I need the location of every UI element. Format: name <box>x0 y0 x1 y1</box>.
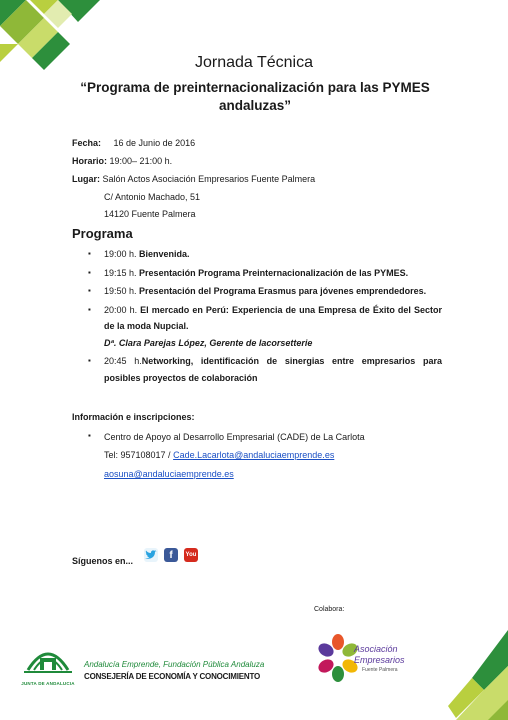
horario-label: Horario: <box>72 156 108 166</box>
fecha-label: Fecha: <box>72 138 102 148</box>
event-subtitle: “Programa de preinternacionalización para las PYMES andaluzas” <box>80 80 430 113</box>
lugar-label: Lugar: <box>72 174 100 184</box>
email-link-cade[interactable]: Cade.Lacarlota@andaluciaemprende.es <box>173 450 335 460</box>
item-time: 20:00 h. <box>104 304 138 315</box>
horario-value: 19:00– 21:00 h. <box>109 156 173 166</box>
horario-line <box>72 156 172 166</box>
page-title: Jornada Técnica <box>195 54 313 71</box>
item-time: 19:00 h. <box>104 249 137 259</box>
org-line-2: CONSEJERÍA DE ECONOMÍA Y CONOCIMIENTO <box>84 672 261 681</box>
top-left-decoration <box>0 0 110 86</box>
item-time: 19:15 h. <box>104 267 137 278</box>
social-label <box>72 556 133 566</box>
twitter-icon[interactable] <box>144 548 158 562</box>
item-text: Presentación del Programa Erasmus para jóvenes emprendedores. <box>139 286 427 296</box>
youtube-icon[interactable]: You <box>184 548 198 562</box>
programa-item <box>72 246 442 263</box>
programa-item <box>72 265 442 282</box>
programa-list <box>72 246 442 388</box>
fecha-line <box>72 138 195 148</box>
social-label-text: Síguenos en... <box>72 556 134 566</box>
asoc-line-2: Empresarios <box>354 655 405 665</box>
contact-heading <box>72 412 195 422</box>
programa-heading: Programa <box>72 226 133 241</box>
contact-tel: Tel: 957108017 / <box>104 450 171 460</box>
fecha-value: 16 de Junio de 2016 <box>113 138 196 148</box>
lugar-line <box>72 174 315 184</box>
item-text: Presentación Programa Preinternacionalización de las PYMES. <box>139 267 409 278</box>
bottom-right-decoration <box>448 630 508 720</box>
item-text: El mercado en Perú: Experiencia de una Empresa de Éxito del Sector de la moda Nupcial. <box>104 304 442 331</box>
junta-logo <box>20 642 76 684</box>
asoc-line-3: Fuente Palmera <box>362 667 398 673</box>
social-icons <box>144 548 198 562</box>
item-time: 19:50 h. <box>104 286 137 296</box>
programa-item <box>72 283 442 300</box>
asociacion-logo <box>318 630 418 690</box>
contact-tel-line <box>104 450 334 460</box>
contact-heading-text: Información e inscripciones: <box>72 412 195 422</box>
bullet-icon: ▪ <box>88 431 91 440</box>
programa-item <box>72 302 442 352</box>
facebook-icon[interactable]: f <box>164 548 178 562</box>
contact-email2-line <box>104 469 234 479</box>
item-speaker: Dª. Clara Parejas López, Gerente de lacorsetterie <box>104 337 313 348</box>
item-text: Networking, identificación de sinergias entre empresarios para posibles proyectos de colaboración <box>104 356 442 383</box>
contact-centro: Centro de Apoyo al Desarrollo Empresarial (CADE) de La Carlota <box>104 432 365 442</box>
asoc-line-1: Asociación <box>354 644 398 654</box>
item-time: 20:45 h. <box>104 356 142 366</box>
address-line-2: 14120 Fuente Palmera <box>104 209 196 219</box>
junta-logo-text: JUNTA DE ANDALUCIA <box>21 681 75 686</box>
lugar-value: Salón Actos Asociación Empresarios Fuente Palmera <box>102 174 316 184</box>
address-line-1: C/ Antonio Machado, 51 <box>104 192 201 202</box>
programa-item <box>72 353 442 386</box>
email-link-aosuna[interactable]: aosuna@andaluciaemprende.es <box>104 469 234 479</box>
org-line-1: Andalucía Emprende, Fundación Pública Andaluza <box>84 660 265 669</box>
item-text: Bienvenida. <box>139 249 190 259</box>
colabora-label: Colabora: <box>314 606 345 613</box>
